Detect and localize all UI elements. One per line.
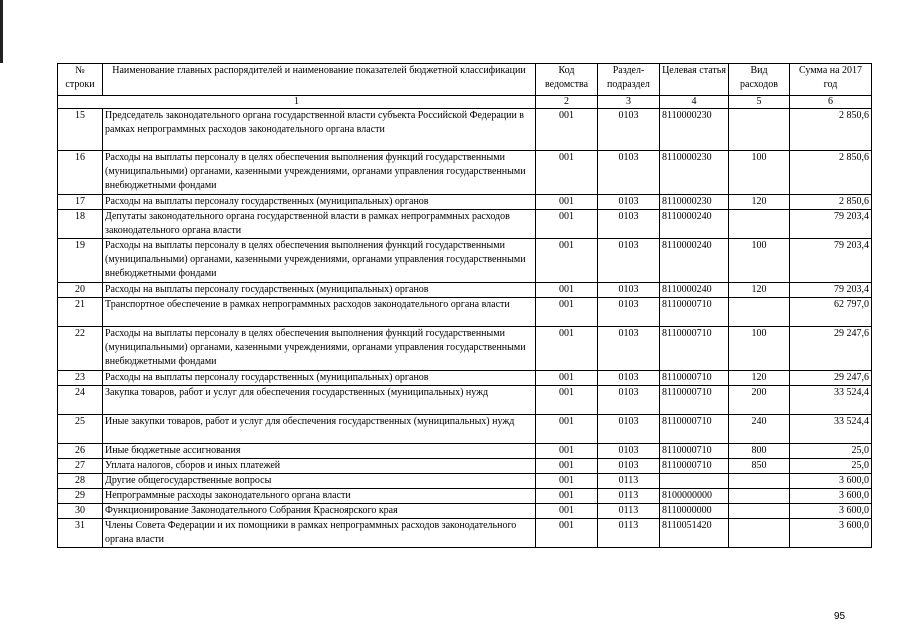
row-target-article: 8110000230 (660, 109, 729, 151)
row-number: 30 (58, 504, 103, 519)
row-section: 0103 (598, 371, 660, 386)
row-target-article: 8110000710 (660, 459, 729, 474)
row-department-code: 001 (536, 283, 598, 298)
scan-edge-mark (0, 0, 3, 63)
row-expense-type: 100 (729, 327, 790, 371)
row-sum: 79 203,4 (790, 210, 872, 239)
row-sum: 3 600,0 (790, 504, 872, 519)
row-name: Депутаты законодательного органа государственной власти в рамках непрограммных расходов законодательного органа власти (103, 210, 536, 239)
row-name: Закупка товаров, работ и услуг для обеспечения государственных (муниципальных) нужд (103, 386, 536, 415)
row-number: 28 (58, 474, 103, 489)
row-number: 25 (58, 415, 103, 444)
row-sum: 3 600,0 (790, 519, 872, 548)
row-expense-type: 800 (729, 444, 790, 459)
row-number: 27 (58, 459, 103, 474)
table-row (58, 195, 872, 210)
row-department-code: 001 (536, 327, 598, 371)
row-section: 0113 (598, 504, 660, 519)
row-target-article: 8110051420 (660, 519, 729, 548)
header-expense-type: Вид расходов (729, 64, 790, 96)
row-name: Иные бюджетные ассигнования (103, 444, 536, 459)
row-department-code: 001 (536, 415, 598, 444)
row-number: 21 (58, 298, 103, 327)
table-row (58, 283, 872, 298)
table-row (58, 298, 872, 327)
row-number: 16 (58, 151, 103, 195)
table-row (58, 444, 872, 459)
row-number: 20 (58, 283, 103, 298)
row-target-article: 8110000000 (660, 504, 729, 519)
row-number: 31 (58, 519, 103, 548)
row-target-article: 8100000000 (660, 489, 729, 504)
row-sum: 62 797,0 (790, 298, 872, 327)
row-target-article: 8110000710 (660, 371, 729, 386)
budget-table (57, 63, 872, 548)
header-department-code: Код ведомства (536, 64, 598, 96)
table-row (58, 210, 872, 239)
table-row (58, 474, 872, 489)
row-section: 0103 (598, 195, 660, 210)
row-number: 24 (58, 386, 103, 415)
table-row (58, 151, 872, 195)
row-number: 26 (58, 444, 103, 459)
row-target-article: 8110000710 (660, 327, 729, 371)
row-name: Непрограммные расходы законодательного органа власти (103, 489, 536, 504)
row-sum: 33 524,4 (790, 386, 872, 415)
row-name: Транспортное обеспечение в рамках непрограммных расходов законодательного органа власти (103, 298, 536, 327)
row-sum: 3 600,0 (790, 474, 872, 489)
row-number: 15 (58, 109, 103, 151)
column-number-4: 4 (660, 96, 729, 109)
row-section: 0103 (598, 298, 660, 327)
table-row (58, 109, 872, 151)
row-expense-type: 240 (729, 415, 790, 444)
row-name: Расходы на выплаты персоналу в целях обеспечения выполнения функций государственными (муниципальными) органами, казенными учреждениями, органами управления государственными внебюджетными фондами (103, 239, 536, 283)
row-target-article: 8110000240 (660, 239, 729, 283)
row-expense-type: 100 (729, 239, 790, 283)
header-target-article: Целевая статья (660, 64, 729, 96)
row-expense-type: 120 (729, 371, 790, 386)
row-expense-type (729, 489, 790, 504)
row-department-code: 001 (536, 459, 598, 474)
row-department-code: 001 (536, 519, 598, 548)
table-row (58, 489, 872, 504)
row-sum: 25,0 (790, 459, 872, 474)
row-number: 22 (58, 327, 103, 371)
row-target-article (660, 474, 729, 489)
row-number: 17 (58, 195, 103, 210)
row-department-code: 001 (536, 504, 598, 519)
row-section: 0103 (598, 109, 660, 151)
row-department-code: 001 (536, 386, 598, 415)
row-department-code: 001 (536, 474, 598, 489)
row-expense-type (729, 109, 790, 151)
row-name: Уплата налогов, сборов и иных платежей (103, 459, 536, 474)
row-target-article: 8110000710 (660, 386, 729, 415)
column-number-1: 1 (58, 96, 536, 109)
row-expense-type: 200 (729, 386, 790, 415)
table-row (58, 327, 872, 371)
row-expense-type (729, 504, 790, 519)
row-name: Председатель законодательного органа государственной власти субъекта Российской Федерации в рамках непрограммных расходов законодательного органа власти (103, 109, 536, 151)
header-section: Раздел-подраздел (598, 64, 660, 96)
row-number: 18 (58, 210, 103, 239)
row-expense-type: 120 (729, 195, 790, 210)
page-number: 95 (834, 611, 846, 622)
row-target-article: 8110000710 (660, 298, 729, 327)
row-section: 0103 (598, 386, 660, 415)
row-number: 19 (58, 239, 103, 283)
row-section: 0113 (598, 474, 660, 489)
row-department-code: 001 (536, 489, 598, 504)
row-name: Расходы на выплаты персоналу государственных (муниципальных) органов (103, 283, 536, 298)
row-sum: 79 203,4 (790, 239, 872, 283)
row-department-code: 001 (536, 151, 598, 195)
row-expense-type (729, 474, 790, 489)
row-expense-type (729, 298, 790, 327)
row-section: 0103 (598, 239, 660, 283)
row-department-code: 001 (536, 195, 598, 210)
table-row (58, 504, 872, 519)
row-expense-type (729, 519, 790, 548)
row-sum: 25,0 (790, 444, 872, 459)
row-name: Иные закупки товаров, работ и услуг для обеспечения государственных (муниципальных) нужд (103, 415, 536, 444)
column-number-5: 5 (729, 96, 790, 109)
row-sum: 3 600,0 (790, 489, 872, 504)
row-name: Функционирование Законодательного Собрания Красноярского края (103, 504, 536, 519)
row-number: 29 (58, 489, 103, 504)
row-section: 0103 (598, 151, 660, 195)
row-department-code: 001 (536, 444, 598, 459)
column-number-3: 3 (598, 96, 660, 109)
row-name: Члены Совета Федерации и их помощники в рамках непрограммных расходов законодательного органа власти (103, 519, 536, 548)
table-row (58, 386, 872, 415)
row-expense-type: 850 (729, 459, 790, 474)
row-sum: 79 203,4 (790, 283, 872, 298)
column-number-6: 6 (790, 96, 872, 109)
row-target-article: 8110000230 (660, 151, 729, 195)
header-name: Наименование главных распорядителей и наименование показателей бюджетной классификации (103, 64, 536, 96)
row-sum: 33 524,4 (790, 415, 872, 444)
row-name: Расходы на выплаты персоналу государственных (муниципальных) органов (103, 195, 536, 210)
row-target-article: 8110000710 (660, 415, 729, 444)
table-row (58, 459, 872, 474)
table-row (58, 371, 872, 386)
row-target-article: 8110000240 (660, 283, 729, 298)
row-expense-type: 120 (729, 283, 790, 298)
row-department-code: 001 (536, 239, 598, 283)
table-row (58, 415, 872, 444)
row-section: 0103 (598, 327, 660, 371)
row-department-code: 001 (536, 371, 598, 386)
row-section: 0113 (598, 489, 660, 504)
table-row (58, 519, 872, 548)
row-name: Другие общегосударственные вопросы (103, 474, 536, 489)
header-row-number: № строки (58, 64, 103, 96)
row-section: 0103 (598, 444, 660, 459)
row-number: 23 (58, 371, 103, 386)
row-name: Расходы на выплаты персоналу в целях обеспечения выполнения функций государственными (муниципальными) органами, казенными учреждениями, органами управления государственными внебюджетными фондами (103, 151, 536, 195)
row-name: Расходы на выплаты персоналу в целях обеспечения выполнения функций государственными (муниципальными) органами, казенными учреждениями, органами управления государственными внебюджетными фондами (103, 327, 536, 371)
column-number-2: 2 (536, 96, 598, 109)
row-section: 0103 (598, 210, 660, 239)
row-sum: 29 247,6 (790, 371, 872, 386)
row-section: 0103 (598, 415, 660, 444)
row-department-code: 001 (536, 109, 598, 151)
row-section: 0113 (598, 519, 660, 548)
row-sum: 2 850,6 (790, 195, 872, 210)
row-name: Расходы на выплаты персоналу государственных (муниципальных) органов (103, 371, 536, 386)
row-target-article: 8110000240 (660, 210, 729, 239)
row-section: 0103 (598, 283, 660, 298)
table-row (58, 239, 872, 283)
row-sum: 2 850,6 (790, 151, 872, 195)
header-sum-2017: Сумма на 2017 год (790, 64, 872, 96)
row-sum: 29 247,6 (790, 327, 872, 371)
row-sum: 2 850,6 (790, 109, 872, 151)
row-department-code: 001 (536, 210, 598, 239)
row-section: 0103 (598, 459, 660, 474)
row-target-article: 8110000230 (660, 195, 729, 210)
row-department-code: 001 (536, 298, 598, 327)
row-target-article: 8110000710 (660, 444, 729, 459)
row-expense-type (729, 210, 790, 239)
row-expense-type: 100 (729, 151, 790, 195)
